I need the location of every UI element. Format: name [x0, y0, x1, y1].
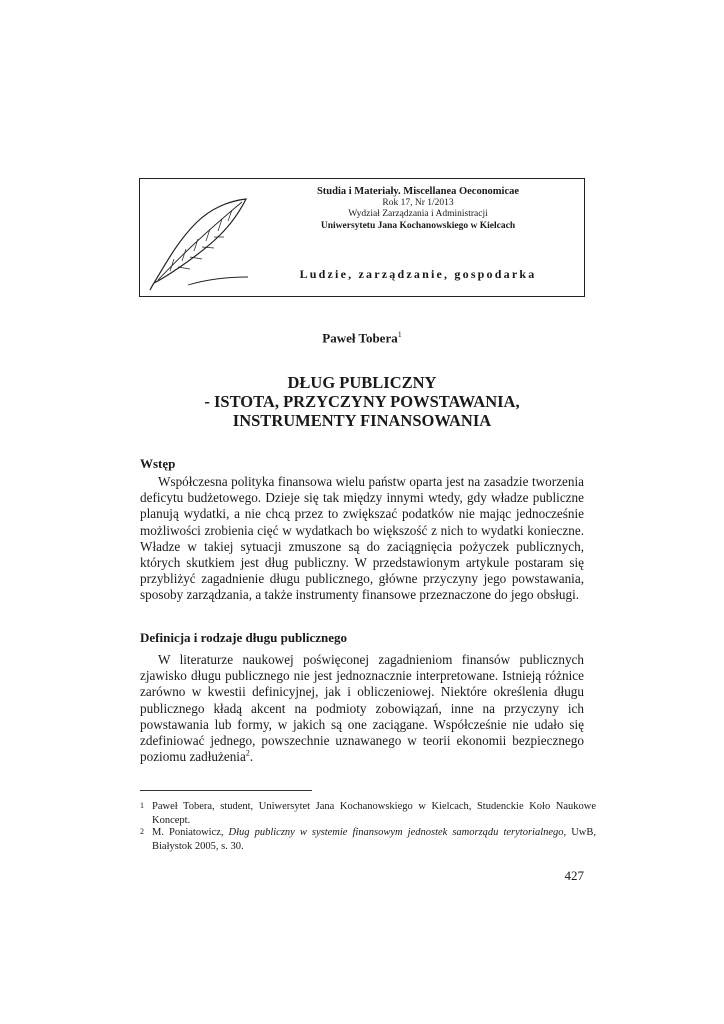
definition-paragraph: W literaturze naukowej poświęconej zagadnieniom finansów publicznych zjawisko długu publicznego nie jest jednoznacznie interpretowane. Istnieją różnice zarówno w kwestii definicyjnej, jak i obliczeniowej. Niektóre określenia długu publicznego kładą akcent na podmioty zobowiązań, inne na przyczyny ich powstawania lub formy, w jakich są one zaciągane. Współcześnie nie udało się zdefiniować jednego, powszechnie uznawanego w teorii ekonomii bezpiecznego poziomu zadłużenia$^2$. — [140, 652, 584, 765]
journal-header-box — [139, 178, 585, 297]
footnote-2: 2 M. Poniatowicz, Dług publiczny w systemie finansowym jednostek samorządu terytorialnego, UwB, Białystok 2005, s. 30. — [140, 827, 596, 852]
journal-header-text — [258, 185, 578, 232]
footnote-divider — [140, 790, 312, 791]
author-name: Paweł Tobera$^1$ — [322, 330, 402, 346]
section-heading-intro: Wstęp — [140, 456, 176, 471]
page-number: 427 — [564, 868, 584, 883]
journal-university: Uniwersytetu Jana Kochanowskiego w Kielcach — [320, 221, 516, 231]
intro-paragraph: Współczesna polityka finansowa wielu państw oparta jest na zasadzie tworzenia deficytu budżetowego. Dzieje się tak między innymi wtedy, gdy władze publiczne planują wydatki, a nie chcą przez to zwiększać podatków nie mając jednocześnie możliwości zrobienia cięć w wydatkach bo większość z nich to wydatki konieczne. Władze w takiej sytuacji zmuszone są do zaciągnięcia pożyczek publicznych, których skutkiem jest dług publiczny. W przedstawionym artykule postaram się przybliżyć zagadnienie długu publicznego, główne przyczyny jego powstawania, sposoby zarządzania, a także instrumenty finansowe przeznaczone do jego obsługi. — [140, 474, 584, 603]
section-heading-definition: Definicja i rodzaje długu publicznego — [140, 630, 348, 645]
footnote-1: 1 Paweł Tobera, student, Uniwersytet Jana Kochanowskiego w Kielcach, Studenckie Koło Naukowe Koncept. — [140, 801, 596, 826]
journal-department: Wydział Zarządzania i Administracji — [348, 209, 488, 219]
footnote-ref-1[interactable]: 1 — [397, 330, 402, 339]
journal-motto: Ludzie, zarządzanie, gospodarka — [299, 267, 537, 281]
footnote-ref-2[interactable]: 2 — [245, 748, 250, 758]
quill-pen-icon — [148, 193, 258, 291]
article-title: DŁUG PUBLICZNY - ISTOTA, PRZYCZYNY POWSTAWANIA, INSTRUMENTY FINANSOWANIA — [204, 373, 520, 430]
journal-issue: Rok 17, Nr 1/2013 — [382, 198, 454, 208]
journal-name: Studia i Materiały. Miscellanea Oeconomicae — [316, 186, 520, 197]
